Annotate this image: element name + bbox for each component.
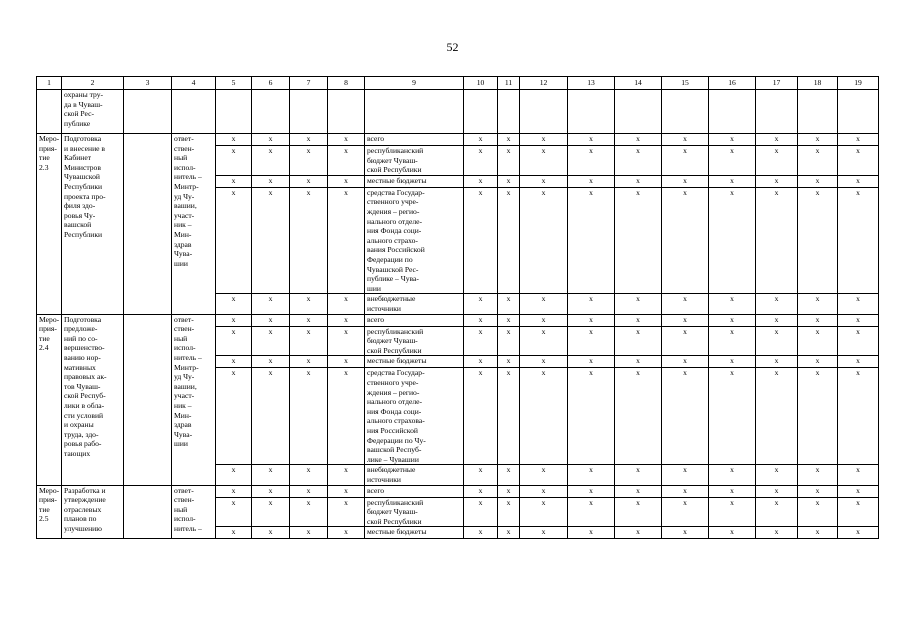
empty-cell [252, 90, 290, 134]
executor-cell [172, 485, 216, 539]
x-mark-cell: x [464, 326, 498, 356]
x-mark-cell: x [615, 356, 662, 368]
x-mark-cell: x [756, 134, 798, 146]
table-row [37, 134, 879, 146]
funding-source-cell [365, 294, 464, 314]
column-number-row [37, 77, 879, 90]
x-mark-cell: x [756, 527, 798, 539]
funding-source: всего [367, 134, 385, 143]
x-mark-cell: x [568, 326, 615, 356]
executor-cell [172, 314, 216, 485]
x-mark-cell: x [756, 485, 798, 497]
column-number-cell: 11 [498, 77, 520, 90]
x-mark-cell: x [568, 527, 615, 539]
x-mark-cell: x [709, 146, 756, 176]
x-mark-cell: x [662, 294, 709, 314]
x-mark-cell: x [464, 368, 498, 465]
funding-source-cell [365, 368, 464, 465]
measure-number-cell [37, 485, 62, 539]
x-mark-cell: x [615, 497, 662, 527]
x-mark-cell: x [838, 146, 879, 176]
program-table [36, 76, 879, 539]
x-mark-cell: x [662, 175, 709, 187]
x-mark-cell: x [798, 356, 838, 368]
column-number-cell: 7 [290, 77, 328, 90]
page-number: 52 [446, 40, 459, 54]
x-mark-cell: x [709, 465, 756, 485]
x-mark-cell: x [798, 314, 838, 326]
empty-cell [365, 90, 464, 134]
empty-cell [124, 485, 172, 539]
x-mark-cell: x [615, 368, 662, 465]
funding-source: внебюджетные источники [367, 465, 416, 484]
column-number-cell: 15 [662, 77, 709, 90]
empty-cell [662, 90, 709, 134]
column-number-cell: 18 [798, 77, 838, 90]
x-mark-cell: x [290, 485, 328, 497]
x-mark-cell: x [328, 368, 365, 465]
x-mark-cell: x [216, 356, 252, 368]
funding-source-cell [365, 356, 464, 368]
x-mark-cell: x [662, 527, 709, 539]
x-mark-cell: x [709, 356, 756, 368]
x-mark-cell: x [615, 146, 662, 176]
column-number-cell: 8 [328, 77, 365, 90]
x-mark-cell: x [252, 146, 290, 176]
column-number-cell: 13 [568, 77, 615, 90]
x-mark-cell: x [290, 146, 328, 176]
x-mark-cell: x [498, 326, 520, 356]
empty-cell [290, 90, 328, 134]
x-mark-cell: x [615, 187, 662, 294]
funding-source-cell [365, 134, 464, 146]
funding-source-cell [365, 465, 464, 485]
x-mark-cell: x [464, 485, 498, 497]
x-mark-cell: x [290, 294, 328, 314]
empty-cell [37, 90, 62, 134]
x-mark-cell: x [328, 485, 365, 497]
x-mark-cell: x [498, 527, 520, 539]
x-mark-cell: x [709, 187, 756, 294]
funding-source: местные бюджеты [367, 356, 427, 366]
x-mark-cell: x [615, 175, 662, 187]
measure-number: Меро- прия- тие 2.5 [39, 485, 60, 524]
x-mark-cell: x [662, 187, 709, 294]
x-mark-cell: x [520, 368, 568, 465]
x-mark-cell: x [216, 146, 252, 176]
x-mark-cell: x [662, 497, 709, 527]
x-mark-cell: x [709, 527, 756, 539]
x-mark-cell: x [252, 497, 290, 527]
x-mark-cell: x [520, 497, 568, 527]
x-mark-cell: x [615, 134, 662, 146]
funding-source-cell [365, 497, 464, 527]
table-row [37, 314, 879, 326]
funding-source: средства Государ- ственного учре- ждения – регио- нального отделе- ния Фонда соци- ального страхова- ния Российской Федерации по Чу- вашской Респуб- лике – Чувашии [367, 368, 426, 464]
x-mark-cell: x [216, 187, 252, 294]
x-mark-cell: x [615, 485, 662, 497]
x-mark-cell: x [498, 146, 520, 176]
column-number-cell: 1 [37, 77, 62, 90]
x-mark-cell: x [328, 497, 365, 527]
x-mark-cell: x [520, 326, 568, 356]
x-mark-cell: x [615, 527, 662, 539]
x-mark-cell: x [498, 134, 520, 146]
funding-source: республиканский бюджет Чуваш- ской Республики [367, 497, 424, 526]
x-mark-cell: x [709, 314, 756, 326]
x-mark-cell: x [709, 294, 756, 314]
x-mark-cell: x [290, 465, 328, 485]
x-mark-cell: x [328, 314, 365, 326]
x-mark-cell: x [756, 497, 798, 527]
empty-cell [124, 134, 172, 315]
x-mark-cell: x [520, 465, 568, 485]
x-mark-cell: x [252, 527, 290, 539]
x-mark-cell: x [328, 527, 365, 539]
empty-cell [520, 90, 568, 134]
x-mark-cell: x [662, 465, 709, 485]
measure-name-cell [62, 485, 124, 539]
funding-source-cell [365, 175, 464, 187]
x-mark-cell: x [498, 294, 520, 314]
x-mark-cell: x [328, 175, 365, 187]
measure-name: Подготовка и внесение в Кабинет Министров Чувашской Республики проекта про- филя здо- ровья Чу- вашской Республики [64, 134, 106, 239]
x-mark-cell: x [520, 146, 568, 176]
x-mark-cell: x [756, 314, 798, 326]
x-mark-cell: x [756, 187, 798, 294]
column-number-cell: 12 [520, 77, 568, 90]
continuation-measure-text: охраны тру- да в Чуваш- ской Рес- публике [64, 90, 104, 128]
x-mark-cell: x [216, 294, 252, 314]
continuation-measure-cell [62, 90, 124, 134]
x-mark-cell: x [838, 175, 879, 187]
column-number-cell: 6 [252, 77, 290, 90]
empty-cell [124, 314, 172, 485]
x-mark-cell: x [568, 314, 615, 326]
x-mark-cell: x [838, 356, 879, 368]
x-mark-cell: x [798, 134, 838, 146]
x-mark-cell: x [290, 368, 328, 465]
x-mark-cell: x [838, 314, 879, 326]
empty-cell [838, 90, 879, 134]
x-mark-cell: x [498, 485, 520, 497]
column-number-cell: 5 [216, 77, 252, 90]
x-mark-cell: x [252, 294, 290, 314]
executor-text: ответ- ствен- ный испол- нитель – Минтр- уд Чу- вашии, участ- ник – Мин- здрав Чува- шии [174, 314, 202, 449]
x-mark-cell: x [568, 497, 615, 527]
x-mark-cell: x [464, 187, 498, 294]
x-mark-cell: x [464, 146, 498, 176]
x-mark-cell: x [328, 326, 365, 356]
column-number-cell: 9 [365, 77, 464, 90]
x-mark-cell: x [216, 527, 252, 539]
x-mark-cell: x [568, 294, 615, 314]
column-number-cell: 4 [172, 77, 216, 90]
x-mark-cell: x [662, 368, 709, 465]
x-mark-cell: x [568, 356, 615, 368]
x-mark-cell: x [709, 485, 756, 497]
x-mark-cell: x [464, 356, 498, 368]
x-mark-cell: x [252, 356, 290, 368]
column-number-cell: 19 [838, 77, 879, 90]
x-mark-cell: x [709, 175, 756, 187]
x-mark-cell: x [290, 187, 328, 294]
x-mark-cell: x [798, 485, 838, 497]
column-number-cell: 16 [709, 77, 756, 90]
measure-number-cell [37, 134, 62, 315]
x-mark-cell: x [568, 146, 615, 176]
x-mark-cell: x [464, 134, 498, 146]
x-mark-cell: x [498, 465, 520, 485]
funding-source-cell [365, 326, 464, 356]
x-mark-cell: x [838, 368, 879, 465]
x-mark-cell: x [798, 465, 838, 485]
x-mark-cell: x [798, 146, 838, 176]
x-mark-cell: x [498, 497, 520, 527]
x-mark-cell: x [615, 314, 662, 326]
x-mark-cell: x [328, 356, 365, 368]
measure-name: Подготовка предложе- ний по со- вершенство- ванию нор- мативных правовых ак- тов Чуваш- ской Респуб- лики в обла- сти условий и охраны труда, здо- ровья рабо- тающих [64, 314, 107, 458]
x-mark-cell: x [838, 294, 879, 314]
executor-text: ответ- ствен- ный испол- нитель – [174, 485, 202, 533]
x-mark-cell: x [662, 326, 709, 356]
x-mark-cell: x [464, 175, 498, 187]
column-number-cell: 3 [124, 77, 172, 90]
x-mark-cell: x [252, 485, 290, 497]
x-mark-cell: x [464, 314, 498, 326]
measure-name-cell [62, 314, 124, 485]
measure-number: Меро- прия- тие 2.3 [39, 134, 60, 172]
x-mark-cell: x [838, 465, 879, 485]
x-mark-cell: x [464, 497, 498, 527]
x-mark-cell: x [216, 465, 252, 485]
x-mark-cell: x [520, 294, 568, 314]
funding-source: всего [367, 485, 385, 495]
x-mark-cell: x [464, 465, 498, 485]
x-mark-cell: x [328, 146, 365, 176]
x-mark-cell: x [520, 356, 568, 368]
x-mark-cell: x [756, 356, 798, 368]
x-mark-cell: x [568, 134, 615, 146]
x-mark-cell: x [464, 527, 498, 539]
x-mark-cell: x [252, 187, 290, 294]
x-mark-cell: x [838, 485, 879, 497]
empty-cell [615, 90, 662, 134]
measure-number: Меро- прия- тие 2.4 [39, 314, 60, 353]
x-mark-cell: x [838, 497, 879, 527]
x-mark-cell: x [662, 356, 709, 368]
x-mark-cell: x [252, 134, 290, 146]
empty-cell [709, 90, 756, 134]
x-mark-cell: x [615, 294, 662, 314]
x-mark-cell: x [498, 314, 520, 326]
executor-cell [172, 134, 216, 315]
x-mark-cell: x [798, 175, 838, 187]
empty-cell [464, 90, 498, 134]
x-mark-cell: x [756, 146, 798, 176]
x-mark-cell: x [838, 134, 879, 146]
table-row [37, 485, 879, 497]
x-mark-cell: x [798, 497, 838, 527]
x-mark-cell: x [709, 134, 756, 146]
funding-source: всего [367, 314, 385, 324]
measure-name: Разработка и утверждение отраслевых планов по улучшению [64, 485, 106, 533]
funding-source-cell [365, 187, 464, 294]
empty-cell [328, 90, 365, 134]
x-mark-cell: x [216, 497, 252, 527]
x-mark-cell: x [709, 497, 756, 527]
funding-source: республиканский бюджет Чуваш- ской Республики [367, 146, 424, 175]
x-mark-cell: x [615, 465, 662, 485]
column-number-cell: 14 [615, 77, 662, 90]
funding-source: местные бюджеты [367, 175, 427, 185]
x-mark-cell: x [520, 485, 568, 497]
funding-source: внебюджетные источники [367, 294, 416, 313]
x-mark-cell: x [252, 326, 290, 356]
x-mark-cell: x [520, 187, 568, 294]
x-mark-cell: x [798, 294, 838, 314]
x-mark-cell: x [290, 326, 328, 356]
x-mark-cell: x [216, 175, 252, 187]
x-mark-cell: x [568, 485, 615, 497]
x-mark-cell: x [662, 134, 709, 146]
funding-source: средства Государ- ственного учре- ждения – регио- нального отделе- ния Фонда соци- ального страхо- вания Российской Федерации по Чувашской Рес- публике – Чува- шии [367, 187, 425, 293]
x-mark-cell: x [615, 326, 662, 356]
empty-cell [798, 90, 838, 134]
x-mark-cell: x [216, 326, 252, 356]
x-mark-cell: x [568, 368, 615, 465]
column-number-cell: 2 [62, 77, 124, 90]
x-mark-cell: x [498, 175, 520, 187]
x-mark-cell: x [252, 465, 290, 485]
funding-source: республиканский бюджет Чуваш- ской Республики [367, 326, 424, 355]
x-mark-cell: x [498, 368, 520, 465]
x-mark-cell: x [216, 134, 252, 146]
x-mark-cell: x [328, 187, 365, 294]
x-mark-cell: x [252, 368, 290, 465]
x-mark-cell: x [498, 187, 520, 294]
x-mark-cell: x [798, 527, 838, 539]
x-mark-cell: x [709, 368, 756, 465]
x-mark-cell: x [290, 314, 328, 326]
x-mark-cell: x [709, 326, 756, 356]
x-mark-cell: x [290, 356, 328, 368]
x-mark-cell: x [498, 356, 520, 368]
executor-text: ответ- ствен- ный испол- нитель – Минтр- уд Чу- вашии, участ- ник – Мин- здрав Чува- шии [174, 134, 202, 268]
empty-cell [498, 90, 520, 134]
x-mark-cell: x [568, 175, 615, 187]
funding-source-cell [365, 146, 464, 176]
x-mark-cell: x [216, 368, 252, 465]
x-mark-cell: x [328, 294, 365, 314]
x-mark-cell: x [662, 146, 709, 176]
empty-cell [216, 90, 252, 134]
x-mark-cell: x [756, 326, 798, 356]
x-mark-cell: x [520, 134, 568, 146]
x-mark-cell: x [838, 326, 879, 356]
x-mark-cell: x [252, 175, 290, 187]
x-mark-cell: x [756, 368, 798, 465]
x-mark-cell: x [568, 465, 615, 485]
x-mark-cell: x [328, 134, 365, 146]
x-mark-cell: x [838, 527, 879, 539]
measure-number-cell [37, 314, 62, 485]
x-mark-cell: x [568, 187, 615, 294]
empty-cell [172, 90, 216, 134]
funding-source-cell [365, 314, 464, 326]
x-mark-cell: x [838, 187, 879, 294]
x-mark-cell: x [798, 187, 838, 294]
x-mark-cell: x [520, 527, 568, 539]
x-mark-cell: x [290, 497, 328, 527]
column-number-cell: 10 [464, 77, 498, 90]
x-mark-cell: x [798, 326, 838, 356]
x-mark-cell: x [290, 134, 328, 146]
funding-source: местные бюджеты [367, 527, 427, 537]
x-mark-cell: x [216, 485, 252, 497]
measure-name-cell [62, 134, 124, 315]
column-number-cell: 17 [756, 77, 798, 90]
x-mark-cell: x [756, 175, 798, 187]
x-mark-cell: x [520, 175, 568, 187]
x-mark-cell: x [756, 294, 798, 314]
empty-cell [568, 90, 615, 134]
funding-source-cell [365, 527, 464, 539]
x-mark-cell: x [756, 465, 798, 485]
x-mark-cell: x [328, 465, 365, 485]
empty-cell [756, 90, 798, 134]
x-mark-cell: x [216, 314, 252, 326]
x-mark-cell: x [290, 175, 328, 187]
x-mark-cell: x [798, 368, 838, 465]
continuation-row [37, 90, 879, 134]
x-mark-cell: x [252, 314, 290, 326]
x-mark-cell: x [290, 527, 328, 539]
funding-source-cell [365, 485, 464, 497]
x-mark-cell: x [662, 485, 709, 497]
empty-cell [124, 90, 172, 134]
x-mark-cell: x [662, 314, 709, 326]
x-mark-cell: x [520, 314, 568, 326]
x-mark-cell: x [464, 294, 498, 314]
